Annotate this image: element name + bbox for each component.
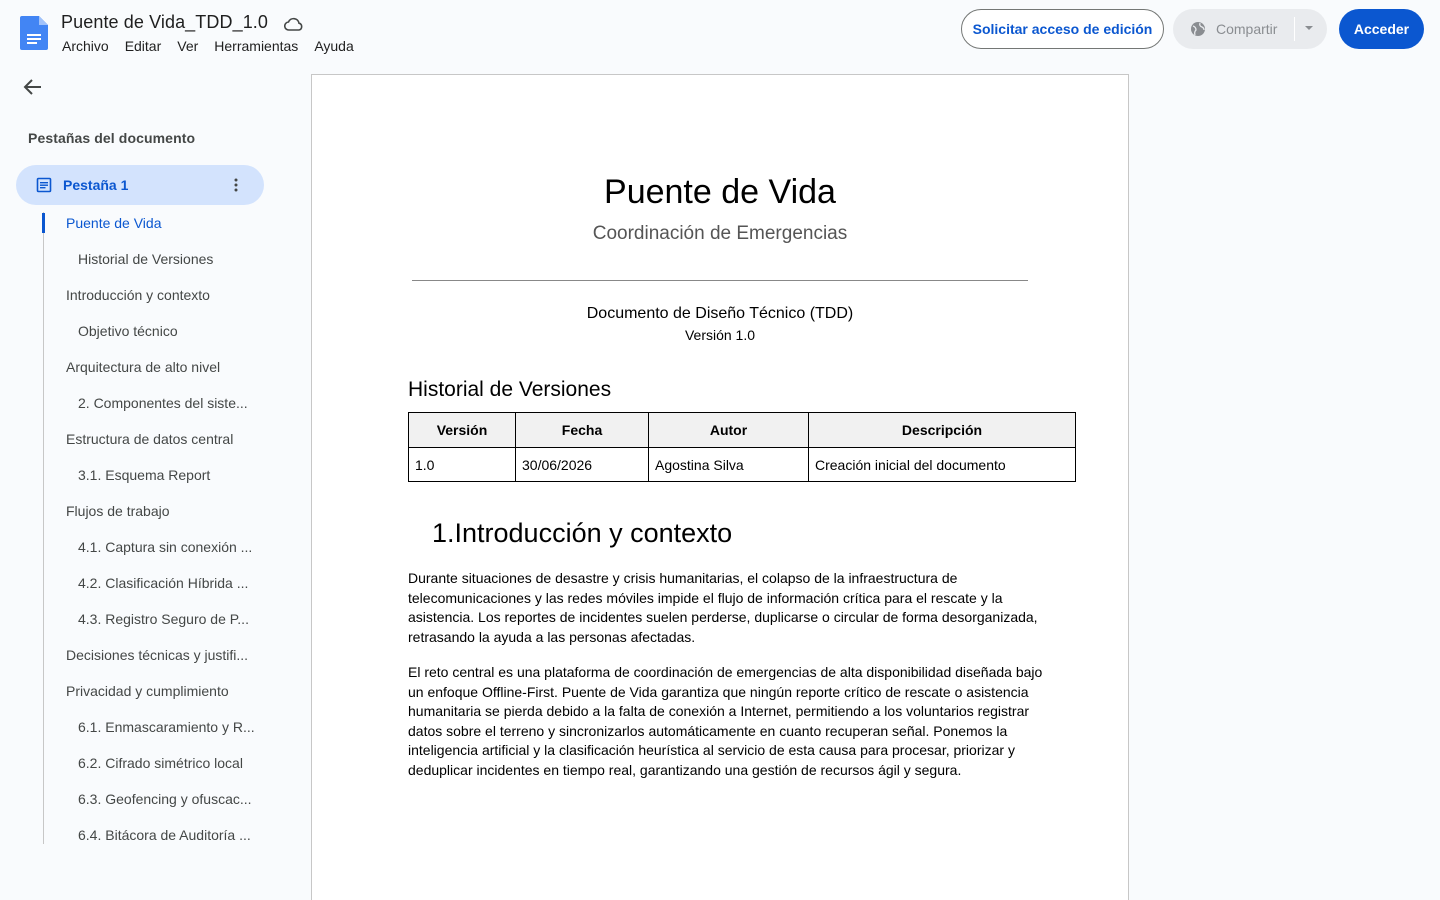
tab-pestana-1[interactable] [16, 165, 264, 205]
cloud-status-icon[interactable] [284, 16, 304, 32]
table-header-cell: Autor [649, 413, 809, 448]
version-history-table [408, 412, 1076, 482]
horizontal-rule [412, 280, 1028, 281]
intro-heading: 1.Introducción y contexto [432, 518, 733, 548]
table-header-cell: Versión [409, 413, 516, 448]
document-type: Documento de Diseño Técnico (TDD) [586, 305, 854, 322]
table-cell: Creación inicial del documento [809, 448, 1076, 482]
outline-item-esquema-report[interactable]: 3.1. Esquema Report [78, 467, 211, 483]
login-button[interactable]: Acceder [1339, 9, 1424, 49]
share-label: Compartir [1216, 21, 1278, 37]
outline-item-componentes[interactable]: 2. Componentes del siste... [78, 395, 248, 411]
document-subtitle: Coordinación de Emergencias [592, 223, 848, 244]
outline-item-bitacora[interactable]: 6.4. Bitácora de Auditoría ... [78, 827, 251, 843]
more-vert-icon[interactable] [234, 177, 238, 193]
menu-bar [62, 38, 370, 54]
document-heading-title: Puente de Vida [604, 173, 836, 211]
outline-item-decisiones[interactable]: Decisiones técnicas y justifi... [66, 647, 249, 663]
outline-item-introduccion[interactable]: Introducción y contexto [66, 287, 210, 303]
table-header-row [409, 413, 1076, 448]
outline-item-registro[interactable]: 4.3. Registro Seguro de P... [78, 611, 249, 627]
outline-item-clasificacion[interactable]: 4.2. Clasificación Híbrida ... [78, 575, 249, 591]
table-row [409, 448, 1076, 482]
menu-ayuda[interactable]: Ayuda [314, 38, 354, 54]
outline-guide-line [43, 212, 44, 844]
outline-item-captura[interactable]: 4.1. Captura sin conexión ... [78, 539, 253, 555]
document-version: Versión 1.0 [684, 327, 756, 343]
table-cell: Agostina Silva [649, 448, 809, 482]
menu-archivo[interactable]: Archivo [62, 38, 109, 54]
tab-label: Pestaña 1 [63, 177, 129, 193]
paragraph: El reto central es una plataforma de coordinación de emergencias de alta disponibilidad diseñada bajo un enfoque Offline-First. Puente de Vida garantiza que ningún reporte crítico de rescate o asistencia humanitaria se pierda debido a la falta de conexión a Internet, permitiendo a los voluntarios registrar datos sobre el terreno y sincronizarlos automáticamente en cuanto recuperan señal. Ponemos la inteligencia artificial y la clasificación heurística al servicio de esta causa para procesar, priorizar y deduplicar incidentes en tiempo real, garantizando una gestión de recursos ágil y segura. [408, 664, 1043, 778]
outline-item-historial[interactable]: Historial de Versiones [78, 251, 214, 267]
back-arrow-icon[interactable] [22, 76, 44, 98]
request-edit-access-button[interactable]: Solicitar acceso de edición [961, 9, 1164, 49]
outline-item-geofencing[interactable]: 6.3. Geofencing y ofuscac... [78, 791, 252, 807]
outline-item-cifrado[interactable]: 6.2. Cifrado simétrico local [78, 755, 243, 771]
document-page[interactable] [311, 74, 1129, 900]
table-cell: 30/06/2026 [516, 448, 649, 482]
docs-logo-icon[interactable] [20, 16, 48, 50]
globe-icon [1190, 21, 1206, 37]
caret-down-icon[interactable] [1304, 23, 1314, 33]
share-divider [1294, 17, 1295, 41]
menu-herramientas[interactable]: Herramientas [214, 38, 299, 54]
outline-item-estructura[interactable]: Estructura de datos central [66, 431, 234, 447]
history-heading: Historial de Versiones [408, 378, 612, 401]
document-tabs-heading: Pestañas del documento [28, 130, 196, 146]
document-tab-icon [36, 177, 52, 193]
outline-item-objetivo[interactable]: Objetivo técnico [78, 323, 178, 339]
table-header-cell: Fecha [516, 413, 649, 448]
table-header-cell: Descripción [809, 413, 1076, 448]
paragraph: Durante situaciones de desastre y crisis humanitarias, el colapso de la infraestructura de telecomunicaciones y las redes móviles impide el flujo de información crítica para el rescate y la asistencia. Los reportes de incidentes suelen perderse, duplicarse o circular de forma desorganizada, retrasando la ayuda a las personas afectadas. [408, 570, 1038, 645]
menu-editar[interactable]: Editar [124, 38, 162, 54]
outline-item-arquitectura[interactable]: Arquitectura de alto nivel [66, 359, 221, 375]
outline-item-puente-de-vida[interactable]: Puente de Vida [66, 215, 162, 231]
outline-active-indicator [42, 213, 45, 233]
outline-item-privacidad[interactable]: Privacidad y cumplimiento [66, 683, 229, 699]
app-header [0, 0, 1440, 64]
share-button[interactable] [1173, 9, 1327, 49]
table-cell: 1.0 [409, 448, 516, 482]
document-title[interactable]: Puente de Vida_TDD_1.0 [61, 12, 269, 32]
outline-item-enmascaramiento[interactable]: 6.1. Enmascaramiento y R... [78, 719, 255, 735]
menu-ver[interactable]: Ver [177, 38, 199, 54]
outline-item-flujos[interactable]: Flujos de trabajo [66, 503, 170, 519]
